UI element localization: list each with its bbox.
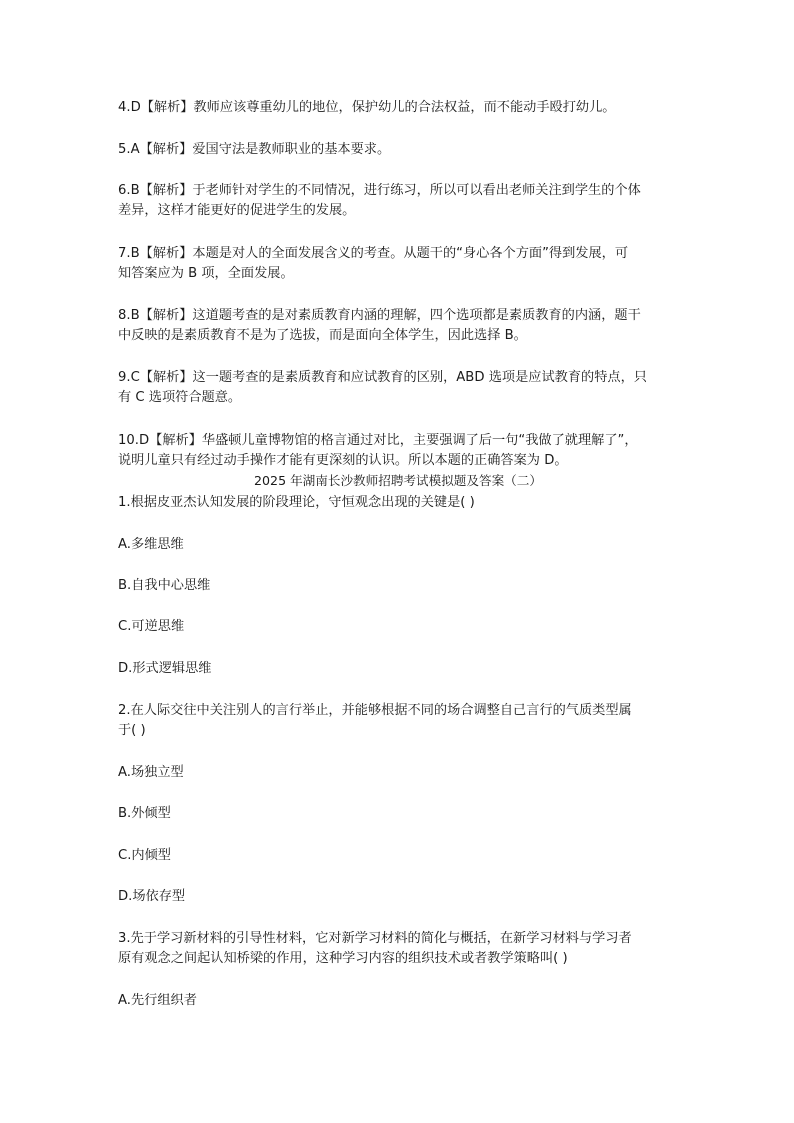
section-title: 2025 年湖南长沙教师招聘考试模拟题及答案（二） xyxy=(254,473,542,488)
question-1-stem: 1.根据皮亚杰认知发展的阶段理论，守恒观念出现的关键是( ) xyxy=(118,495,475,510)
question-1-option-d: D.形式逻辑思维 xyxy=(118,661,212,676)
question-3-stem-line-1: 3.先于学习新材料的引导性材料，它对新学习材料的简化与概括，在新学习材料与学习者 xyxy=(118,931,632,946)
question-2-option-b: B.外倾型 xyxy=(118,806,171,821)
answer-7-line-1: 7.B【解析】本题是对人的全面发展含义的考查。从题干的“身心各个方面”得到发展，可 xyxy=(118,246,629,261)
answer-6-line-1: 6.B【解析】于老师针对学生的不同情况，进行练习，所以可以看出老师关注到学生的个体 xyxy=(118,183,641,198)
question-1-option-c: C.可逆思维 xyxy=(118,619,185,634)
question-2-option-d: D.场依存型 xyxy=(118,889,186,904)
question-3-stem-line-2: 原有观念之间起认知桥梁的作用，这种学习内容的组织技术或者教学策略叫( ) xyxy=(118,951,568,966)
answer-10-line-2: 说明儿童只有经过动手操作才能有更深刻的认识。所以本题的正确答案为 D。 xyxy=(118,453,568,468)
question-2-stem-line-2: 于( ) xyxy=(118,723,146,738)
answer-9-line-2: 有 C 选项符合题意。 xyxy=(118,390,242,405)
answer-6-line-2: 差异，这样才能更好的促进学生的发展。 xyxy=(118,203,356,218)
question-1-option-b: B.自我中心思维 xyxy=(118,578,211,593)
answer-5: 5.A【解析】爱国守法是教师职业的基本要求。 xyxy=(118,142,391,157)
answer-7-line-2: 知答案应为 B 项，全面发展。 xyxy=(118,266,294,281)
question-2-option-a: A.场独立型 xyxy=(118,765,184,780)
question-2-option-c: C.内倾型 xyxy=(118,848,171,863)
answer-9-line-1: 9.C【解析】这一题考查的是素质教育和应试教育的区别，ABD 选项是应试教育的特点，只 xyxy=(118,370,647,385)
question-1-option-a: A.多维思维 xyxy=(118,537,184,552)
question-2-stem-line-1: 2.在人际交往中关注别人的言行举止，并能够根据不同的场合调整自己言行的气质类型属 xyxy=(118,703,632,718)
question-3-option-a: A.先行组织者 xyxy=(118,993,197,1008)
answer-4: 4.D【解析】教师应该尊重幼儿的地位，保护幼儿的合法权益，而不能动手殴打幼儿。 xyxy=(118,100,616,115)
answer-8-line-1: 8.B【解析】这道题考查的是对素质教育内涵的理解，四个选项都是素质教育的内涵，题干 xyxy=(118,308,641,323)
answer-10-line-1: 10.D【解析】华盛顿儿童博物馆的格言通过对比，主要强调了后一句“我做了就理解了”， xyxy=(118,433,638,448)
answer-8-line-2: 中反映的是素质教育不是为了选拔，而是面向全体学生，因此选择 B。 xyxy=(118,328,527,343)
